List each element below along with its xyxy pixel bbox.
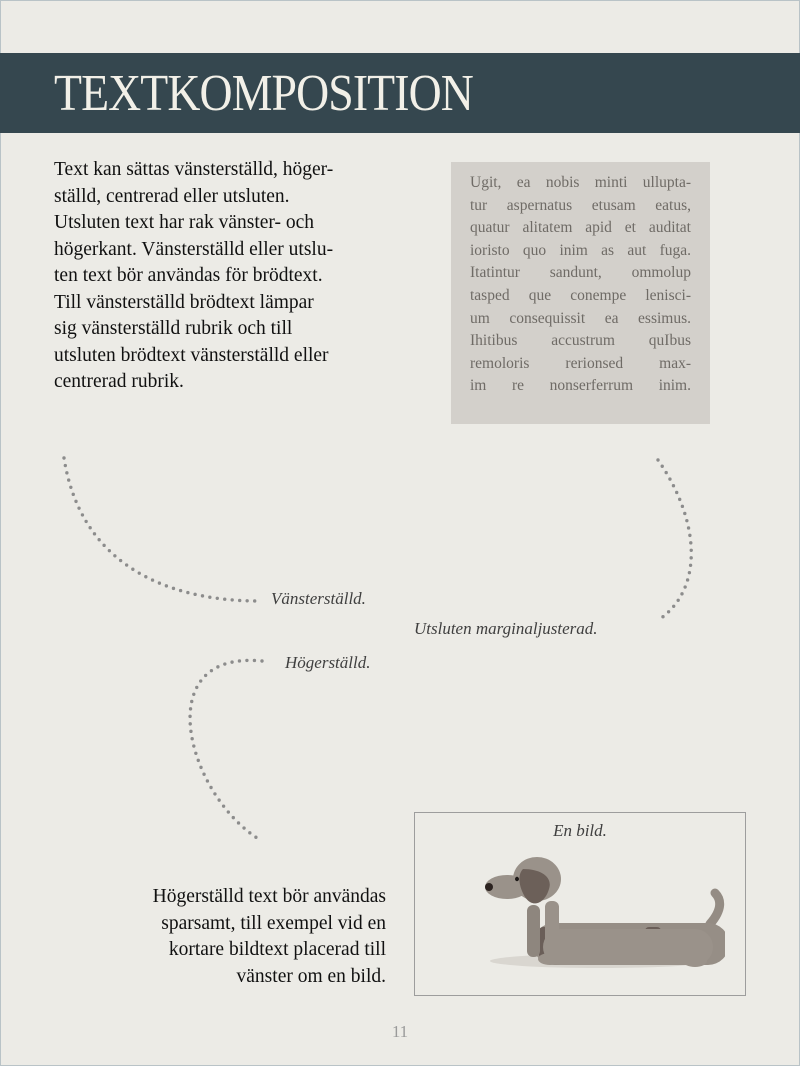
intro-line: högerkant. Vänsterställd eller utslu-	[54, 238, 334, 260]
justified-line: tur aspernatus etusam eatus,	[470, 196, 691, 214]
right-line: vänster om en bild.	[236, 965, 386, 987]
right-aligned-paragraph	[90, 884, 386, 990]
justified-line: tasped que conempe lenisci-	[470, 286, 691, 304]
page-title: TEXTKOMPOSITION	[54, 65, 473, 122]
dotted-line-right-aligned	[190, 660, 262, 838]
justified-paragraph	[470, 172, 691, 398]
justified-line: remoloris rerionsed max-	[470, 354, 691, 372]
right-line: sparsamt, till exempel vid en	[161, 912, 386, 934]
intro-line: Text kan sättas vänsterställd, höger-	[54, 159, 334, 180]
right-line: Högerställd text bör användas	[152, 886, 386, 907]
justified-line: ioristo quo inim as aut fuga.	[470, 241, 691, 259]
intro-line: centrerad rubrik.	[54, 371, 184, 392]
dotted-line-justified	[657, 460, 691, 621]
intro-line: ställd, centrerad eller utsluten.	[54, 185, 290, 207]
dachshund-illustration-icon	[455, 849, 725, 969]
intro-line: ten text bör användas för brödtext.	[54, 265, 323, 286]
page-number: 11	[391, 1022, 409, 1041]
justified-line: um consequissit ea essimus.	[470, 309, 691, 327]
justified-line: Ugit, ea nobis minti ullupta-	[470, 174, 691, 191]
image-frame	[414, 812, 746, 996]
intro-line: Utsluten text har rak vänster- och	[54, 212, 315, 233]
intro-line: sig vänsterställd rubrik och till	[54, 318, 293, 339]
justified-line: Itatintur sandunt, ommolup	[470, 264, 691, 282]
image-caption: En bild.	[553, 821, 607, 840]
intro-paragraph	[54, 157, 394, 396]
justified-text-box	[451, 162, 710, 424]
justified-line: Ihitibus accustrum quIbus	[470, 332, 691, 350]
dotted-line-left-aligned	[64, 458, 256, 601]
label-right-aligned: Högerställd.	[285, 653, 371, 672]
justified-line: im re nonserferrum inim.	[470, 377, 691, 395]
intro-line: utsluten brödtext vänsterställd eller	[54, 344, 329, 366]
right-line: kortare bildtext placerad till	[168, 939, 386, 960]
intro-line: Till vänsterställd brödtext lämpar	[54, 291, 314, 313]
label-justified: Utsluten marginaljusterad.	[414, 619, 598, 638]
justified-line: quatur alitatem apid et auditat	[470, 219, 691, 237]
label-left-aligned: Vänsterställd.	[271, 589, 366, 608]
